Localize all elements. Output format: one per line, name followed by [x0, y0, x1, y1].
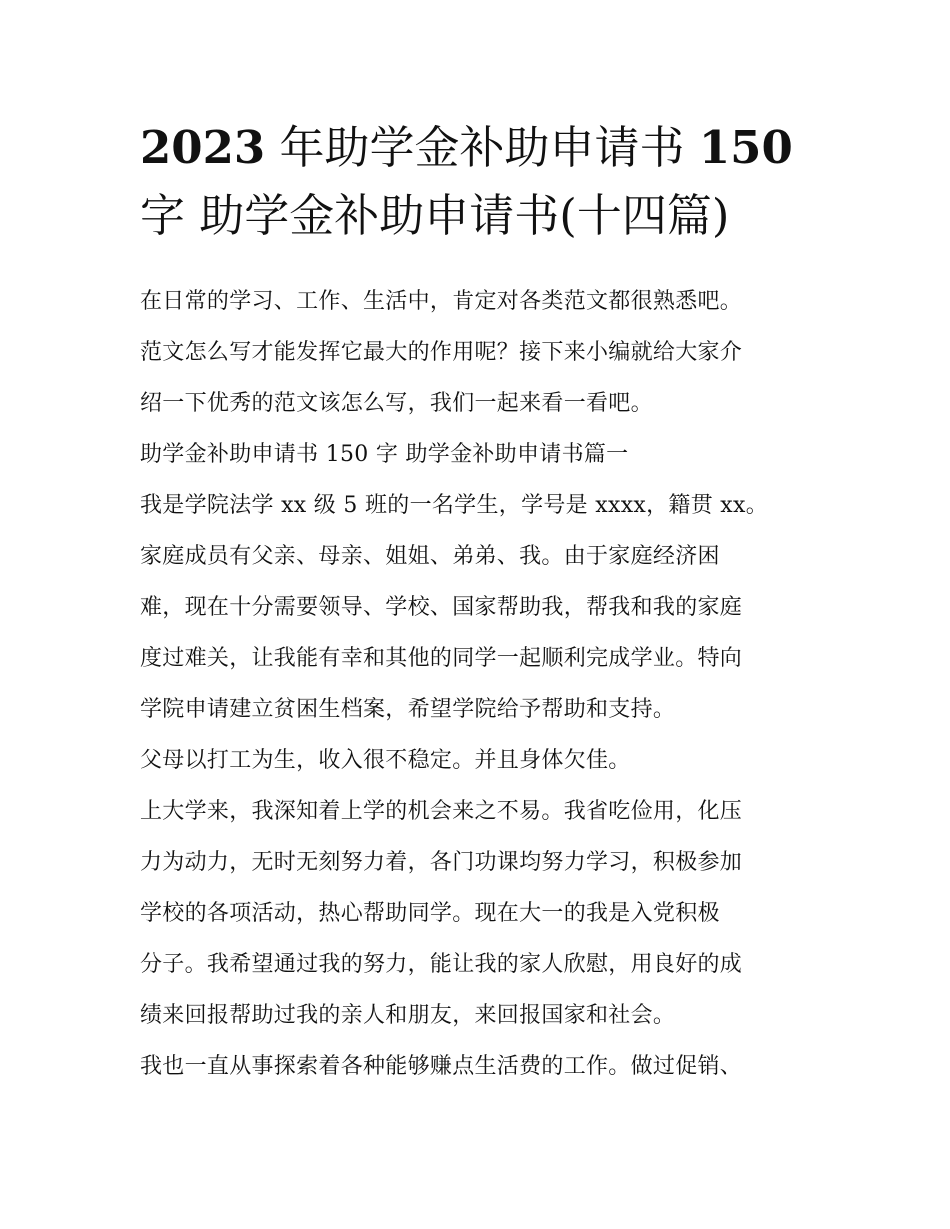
body-line: 在日常的学习、工作、生活中，肯定对各类范文都很熟悉吧。 [140, 289, 743, 314]
title-text-1: 年助学金补助申请书 [265, 121, 699, 174]
title-word-count: 150 [698, 121, 793, 174]
body-line: 绍一下优秀的范文该怎么写，我们一起来看一看吧。 [140, 391, 653, 416]
body-line: 度过难关，让我能有幸和其他的同学一起顺利完成学业。特向 [140, 646, 743, 671]
document-title [140, 114, 820, 250]
body-line: 我是学院法学 xx 级 5 班的一名学生，学号是 xxxx，籍贯 xx。 [140, 493, 769, 518]
body-line: 学校的各项活动，热心帮助同学。现在大一的我是入党积极 [140, 901, 720, 926]
title-year: 2023 [140, 121, 266, 174]
body-line: 分子。我希望通过我的努力，能让我的家人欣慰，用良好的成 [140, 952, 743, 977]
body-line: 力为动力，无时无刻努力着，各门功课均努力学习，积极参加 [140, 850, 743, 875]
body-line: 范文怎么写才能发挥它最大的作用呢？接下来小编就给大家介 [140, 340, 743, 365]
body-line: 难，现在十分需要领导、学校、国家帮助我，帮我和我的家庭 [140, 595, 743, 620]
body-line: 绩来回报帮助过我的亲人和朋友，来回报国家和社会。 [140, 1003, 676, 1028]
body-line: 我也一直从事探索着各种能够赚点生活费的工作。做过促销、 [140, 1054, 743, 1079]
body-line: 上大学来，我深知着上学的机会来之不易。我省吃俭用，化压 [140, 799, 743, 824]
body-line: 家庭成员有父亲、母亲、姐姐、弟弟、我。由于家庭经济困 [140, 544, 720, 569]
title-line-2: 字 助学金补助申请书(十四篇) [140, 189, 730, 242]
body-line: 学院申请建立贫困生档案，希望学院给予帮助和支持。 [140, 697, 676, 722]
section-heading: 助学金补助申请书 150 字 助学金补助申请书篇一 [140, 442, 629, 467]
body-line: 父母以打工为生，收入很不稳定。并且身体欠佳。 [140, 748, 631, 773]
title-line-1 [140, 114, 820, 182]
document-body [140, 276, 820, 1092]
